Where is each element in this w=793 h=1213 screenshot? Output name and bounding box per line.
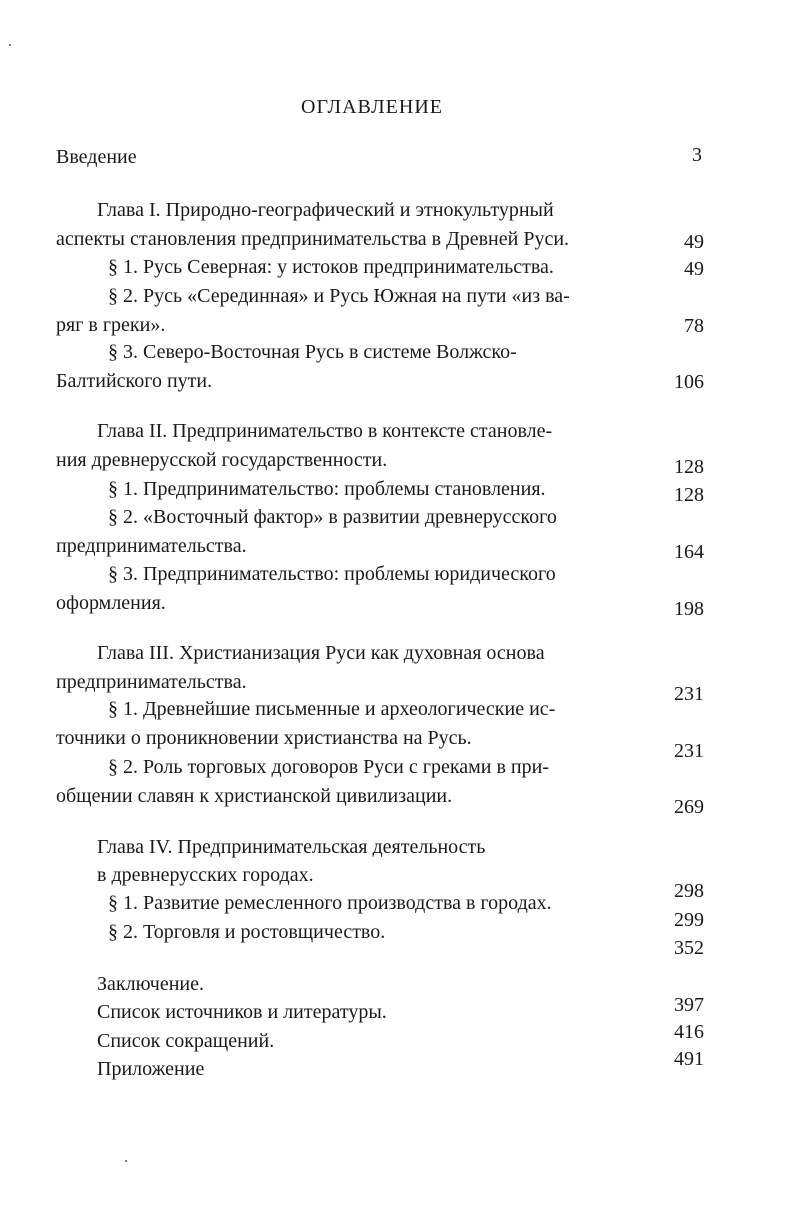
page-number: 231	[674, 683, 704, 705]
page-number: 198	[674, 598, 704, 620]
toc-entry-appendix: Приложение	[97, 1058, 205, 1080]
section-3-1-cont: точники о проникновении христианства на Русь.	[56, 727, 472, 749]
toc-entry-sources: Список источников и литературы.	[97, 1001, 387, 1023]
section-1-2-cont: ряг в греки».	[56, 314, 166, 336]
section-2-3-cont: оформления.	[56, 592, 166, 614]
toc-entry-abbreviations: Список сокращений.	[97, 1030, 275, 1052]
page-number: 269	[674, 796, 704, 818]
section-1-3: § 3. Северо-Восточная Русь в системе Волжско-	[108, 341, 517, 363]
scan-speck	[9, 44, 11, 46]
page-number: 49	[684, 231, 704, 253]
section-4-2: § 2. Торговля и ростовщичество.	[108, 921, 386, 943]
page-number: 397	[674, 994, 704, 1016]
page-number: 298	[674, 880, 704, 902]
page-number: 164	[674, 541, 704, 563]
scan-speck	[125, 1160, 127, 1162]
section-4-1: § 1. Развитие ремесленного производства в городах.	[108, 892, 552, 914]
chapter-3-title: Глава III. Христианизация Руси как духовная основа	[97, 642, 545, 664]
section-3-2-cont: общении славян к христианской цивилизации.	[56, 785, 453, 807]
section-2-1: § 1. Предпринимательство: проблемы становления.	[108, 478, 546, 500]
page-number: 128	[674, 484, 704, 506]
page-number: 128	[674, 456, 704, 478]
section-1-2: § 2. Русь «Серединная» и Русь Южная на пути «из ва-	[108, 285, 570, 307]
page-number: 299	[674, 909, 704, 931]
section-2-3: § 3. Предпринимательство: проблемы юридического	[108, 563, 556, 585]
section-2-2-cont: предпринимательства.	[56, 535, 247, 557]
chapter-2-title-cont: ния древнерусской государственности.	[56, 449, 388, 471]
chapter-2-title: Глава II. Предпринимательство в контексте становле-	[97, 420, 553, 442]
chapter-3-title-cont: предпринимательства.	[56, 671, 247, 693]
page-number: 491	[674, 1048, 704, 1070]
page-number: 106	[674, 371, 704, 393]
section-3-2: § 2. Роль торговых договоров Руси с греками в при-	[108, 756, 549, 778]
toc-entry-conclusion: Заключение.	[97, 973, 204, 995]
chapter-4-title-cont: в древнерусских городах.	[97, 864, 314, 886]
chapter-4-title: Глава IV. Предпринимательская деятельность	[97, 836, 486, 858]
page-number: 352	[674, 937, 704, 959]
section-1-1: § 1. Русь Северная: у истоков предпринимательства.	[108, 256, 554, 278]
section-2-2: § 2. «Восточный фактор» в развитии древнерусского	[108, 506, 557, 528]
chapter-1-title: Глава I. Природно-географический и этнокультурный	[97, 199, 554, 221]
page-number: 49	[684, 258, 704, 280]
section-1-3-cont: Балтийского пути.	[56, 370, 213, 392]
toc-entry-intro: Введение	[56, 146, 137, 168]
page-title: ОГЛАВЛЕНИЕ	[301, 96, 443, 118]
chapter-1-title-cont: аспекты становления предпринимательства в Древней Руси.	[56, 228, 570, 250]
page-number: 416	[674, 1021, 704, 1043]
page-number: 78	[684, 315, 704, 337]
section-3-1: § 1. Древнейшие письменные и археологические ис-	[108, 698, 556, 720]
page-number: 231	[674, 740, 704, 762]
page-number: 3	[692, 144, 702, 166]
